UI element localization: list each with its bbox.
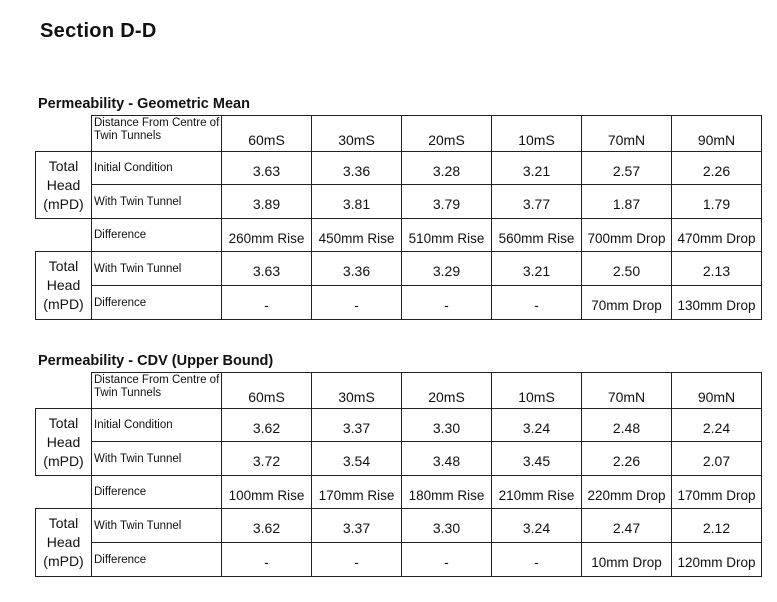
value-cell: 3.77 [492,185,582,219]
value-cell: 3.21 [492,152,582,185]
difference-cell: 130mm Drop [672,286,762,320]
difference-cell: 100mm Rise [222,476,312,509]
value-cell: 3.62 [222,509,312,543]
value-cell: 3.62 [222,409,312,442]
difference-cell: 220mm Drop [582,476,672,509]
value-cell: 3.54 [312,442,402,476]
value-cell: 3.30 [402,409,492,442]
blank-cell [36,373,92,409]
difference-cell: - [222,286,312,320]
column-header: 20mS [402,116,492,152]
difference-cell: 510mm Rise [402,219,492,252]
value-cell: 2.50 [582,252,672,286]
total-head-label: Total Head (mPD) [36,509,92,577]
difference-cell: 210mm Rise [492,476,582,509]
difference-cell: 700mm Drop [582,219,672,252]
column-header: 60mS [222,116,312,152]
column-header: 10mS [492,373,582,409]
blank-cell [36,116,92,152]
value-cell: 2.26 [672,152,762,185]
difference-cell: - [312,286,402,320]
table-row [36,373,762,409]
difference-cell: - [402,543,492,577]
value-cell: 3.21 [492,252,582,286]
value-cell: 3.36 [312,152,402,185]
row-label-initial: Initial Condition [92,152,222,185]
page-title: Section D-D [40,20,157,42]
difference-cell: - [492,286,582,320]
table-row [36,152,762,185]
total-head-label: Total Head (mPD) [36,252,92,320]
table-row [36,286,762,320]
value-cell: 2.26 [582,442,672,476]
value-cell: 2.57 [582,152,672,185]
difference-cell: - [222,543,312,577]
value-cell: 3.72 [222,442,312,476]
difference-cell: - [312,543,402,577]
value-cell: 3.28 [402,152,492,185]
column-header: 90mN [672,373,762,409]
table-row [36,219,762,252]
value-cell: 3.29 [402,252,492,286]
table-row [36,185,762,219]
difference-cell: 170mm Drop [672,476,762,509]
blank-cell [36,476,92,509]
table-row [36,252,762,286]
table-row [36,409,762,442]
value-cell: 3.36 [312,252,402,286]
table-row [36,116,762,152]
value-cell: 2.48 [582,409,672,442]
row-label-difference: Difference [92,543,222,577]
difference-cell: 170mm Rise [312,476,402,509]
value-cell: 1.87 [582,185,672,219]
value-cell: 3.81 [312,185,402,219]
value-cell: 3.37 [312,509,402,543]
table-row [36,543,762,577]
row-label-difference: Difference [92,219,222,252]
row-label-difference: Difference [92,286,222,320]
column-header: 30mS [312,373,402,409]
value-cell: 3.63 [222,152,312,185]
section-title: Permeability - Geometric Mean [38,96,250,112]
distance-header: Distance From Centre of Twin Tunnels [92,116,222,152]
difference-cell: 120mm Drop [672,543,762,577]
column-header: 30mS [312,116,402,152]
row-label-with-twin-tunnel: With Twin Tunnel [92,185,222,219]
data-table [35,372,762,577]
difference-cell: 560mm Rise [492,219,582,252]
data-table [35,115,762,320]
column-header: 70mN [582,116,672,152]
table-row [36,509,762,543]
difference-cell: 180mm Rise [402,476,492,509]
column-header: 70mN [582,373,672,409]
value-cell: 3.24 [492,409,582,442]
column-header: 90mN [672,116,762,152]
total-head-label: Total Head (mPD) [36,409,92,476]
difference-cell: 260mm Rise [222,219,312,252]
value-cell: 3.63 [222,252,312,286]
difference-cell: - [402,286,492,320]
value-cell: 2.13 [672,252,762,286]
difference-cell: - [492,543,582,577]
total-head-label: Total Head (mPD) [36,152,92,219]
value-cell: 3.45 [492,442,582,476]
difference-cell: 70mm Drop [582,286,672,320]
value-cell: 3.48 [402,442,492,476]
section-title: Permeability - CDV (Upper Bound) [38,353,274,369]
value-cell: 3.24 [492,509,582,543]
value-cell: 3.30 [402,509,492,543]
value-cell: 2.07 [672,442,762,476]
value-cell: 3.89 [222,185,312,219]
column-header: 10mS [492,116,582,152]
column-header: 20mS [402,373,492,409]
row-label-with-twin-tunnel: With Twin Tunnel [92,442,222,476]
difference-cell: 470mm Drop [672,219,762,252]
row-label-difference: Difference [92,476,222,509]
value-cell: 3.37 [312,409,402,442]
row-label-with-twin-tunnel: With Twin Tunnel [92,252,222,286]
table-row [36,442,762,476]
value-cell: 2.47 [582,509,672,543]
blank-cell [36,219,92,252]
distance-header: Distance From Centre of Twin Tunnels [92,373,222,409]
value-cell: 2.12 [672,509,762,543]
difference-cell: 450mm Rise [312,219,402,252]
value-cell: 2.24 [672,409,762,442]
value-cell: 1.79 [672,185,762,219]
value-cell: 3.79 [402,185,492,219]
row-label-with-twin-tunnel: With Twin Tunnel [92,509,222,543]
row-label-initial: Initial Condition [92,409,222,442]
column-header: 60mS [222,373,312,409]
table-row [36,476,762,509]
difference-cell: 10mm Drop [582,543,672,577]
